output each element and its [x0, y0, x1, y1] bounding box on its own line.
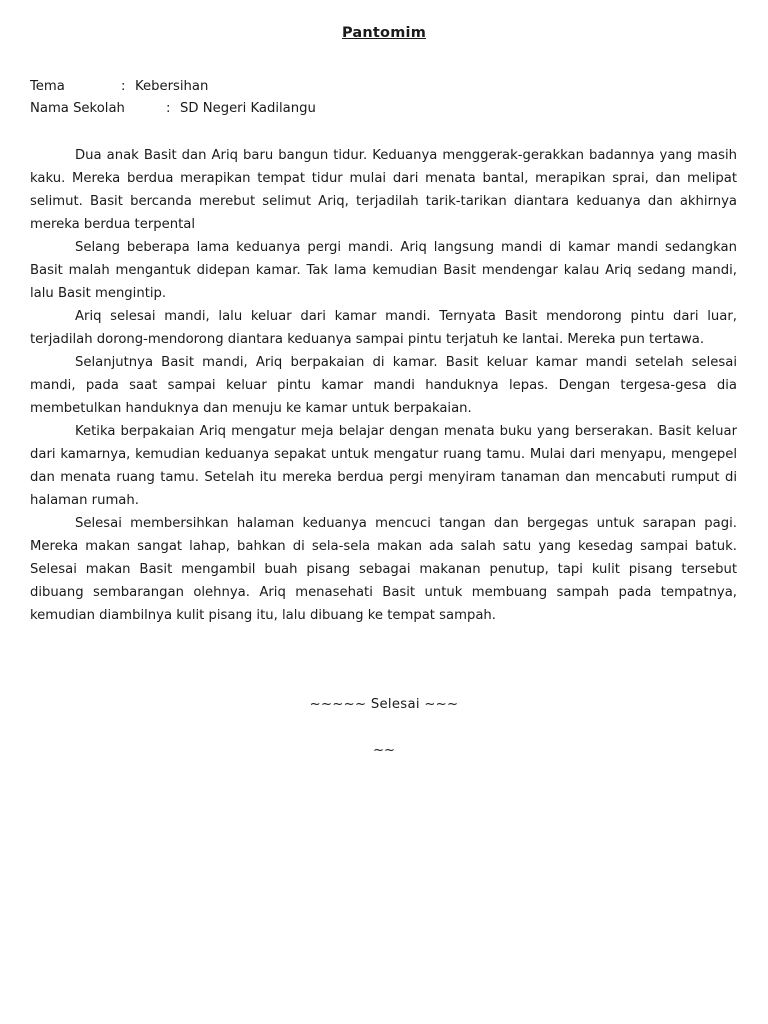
meta-label-nama-sekolah: Nama Sekolah [30, 101, 125, 116]
trailing-mark: ~~ [372, 743, 396, 758]
story-body [30, 144, 737, 627]
meta-separator: : [121, 79, 126, 94]
paragraph: Selesai membersihkan halaman keduanya mencuci tangan dan bergegas untuk sarapan pagi. Mereka makan sangat lahap, bahkan di sela-sela makan ada salah satu yang kesedag sampai batuk. Selesai makan Basit mengambil buah pisang sebagai makanan penutup, tapi kulit pisang tersebut dibuang sembarangan olehnya. Ariq menasehati Basit untuk membuang sampah pada tempatnya, kemudian diambilnya kulit pisang itu, lalu dibuang ke tempat sampah. [30, 516, 737, 623]
meta-value-nama-sekolah: SD Negeri Kadilangu [180, 101, 316, 116]
paragraph: Dua anak Basit dan Ariq baru bangun tidur. Keduanya menggerak-gerakkan badannya yang masih kaku. Mereka berdua merapikan tempat tidur mulai dari menata bantal, merapikan sprai, dan melipat selimut. Basit bercanda merebut selimut Ariq, terjadilah tarik-tarikan diantara keduanya dan akhirnya mereka berdua terpental [30, 148, 737, 232]
meta-separator: : [166, 101, 171, 116]
meta-label-tema: Tema [30, 79, 65, 94]
paragraph: Ketika berpakaian Ariq mengatur meja belajar dengan menata buku yang berserakan. Basit keluar dari kamarnya, kemudian keduanya sepakat untuk mengatur ruang tamu. Mulai dari menyapu, mengepel dan menata ruang tamu. Setelah itu mereka berdua pergi menyiram tanaman dan mencabuti rumput di halaman rumah. [30, 424, 737, 508]
paragraph: Ariq selesai mandi, lalu keluar dari kamar mandi. Ternyata Basit mendorong pintu dari luar, terjadilah dorong-mendorong diantara keduanya sampai pintu terjatuh ke lantai. Mereka pun tertawa. [30, 309, 737, 347]
paragraph: Selang beberapa lama keduanya pergi mandi. Ariq langsung mandi di kamar mandi sedangkan Basit malah mengantuk didepan kamar. Tak lama kemudian Basit mendengar kalau Ariq sedang mandi, lalu Basit mengintip. [30, 240, 737, 301]
paragraph: Selanjutnya Basit mandi, Ariq berpakaian di kamar. Basit keluar kamar mandi setelah selesai mandi, pada saat sampai keluar pintu kamar mandi handuknya lepas. Dengan tergesa-gesa dia membetulkan handuknya dan menuju ke kamar untuk berpakaian. [30, 355, 737, 416]
document-title: Pantomim [341, 25, 427, 41]
closing-line: ~~~~~ Selesai ~~~ [309, 697, 459, 712]
meta-value-tema: Kebersihan [135, 79, 209, 94]
